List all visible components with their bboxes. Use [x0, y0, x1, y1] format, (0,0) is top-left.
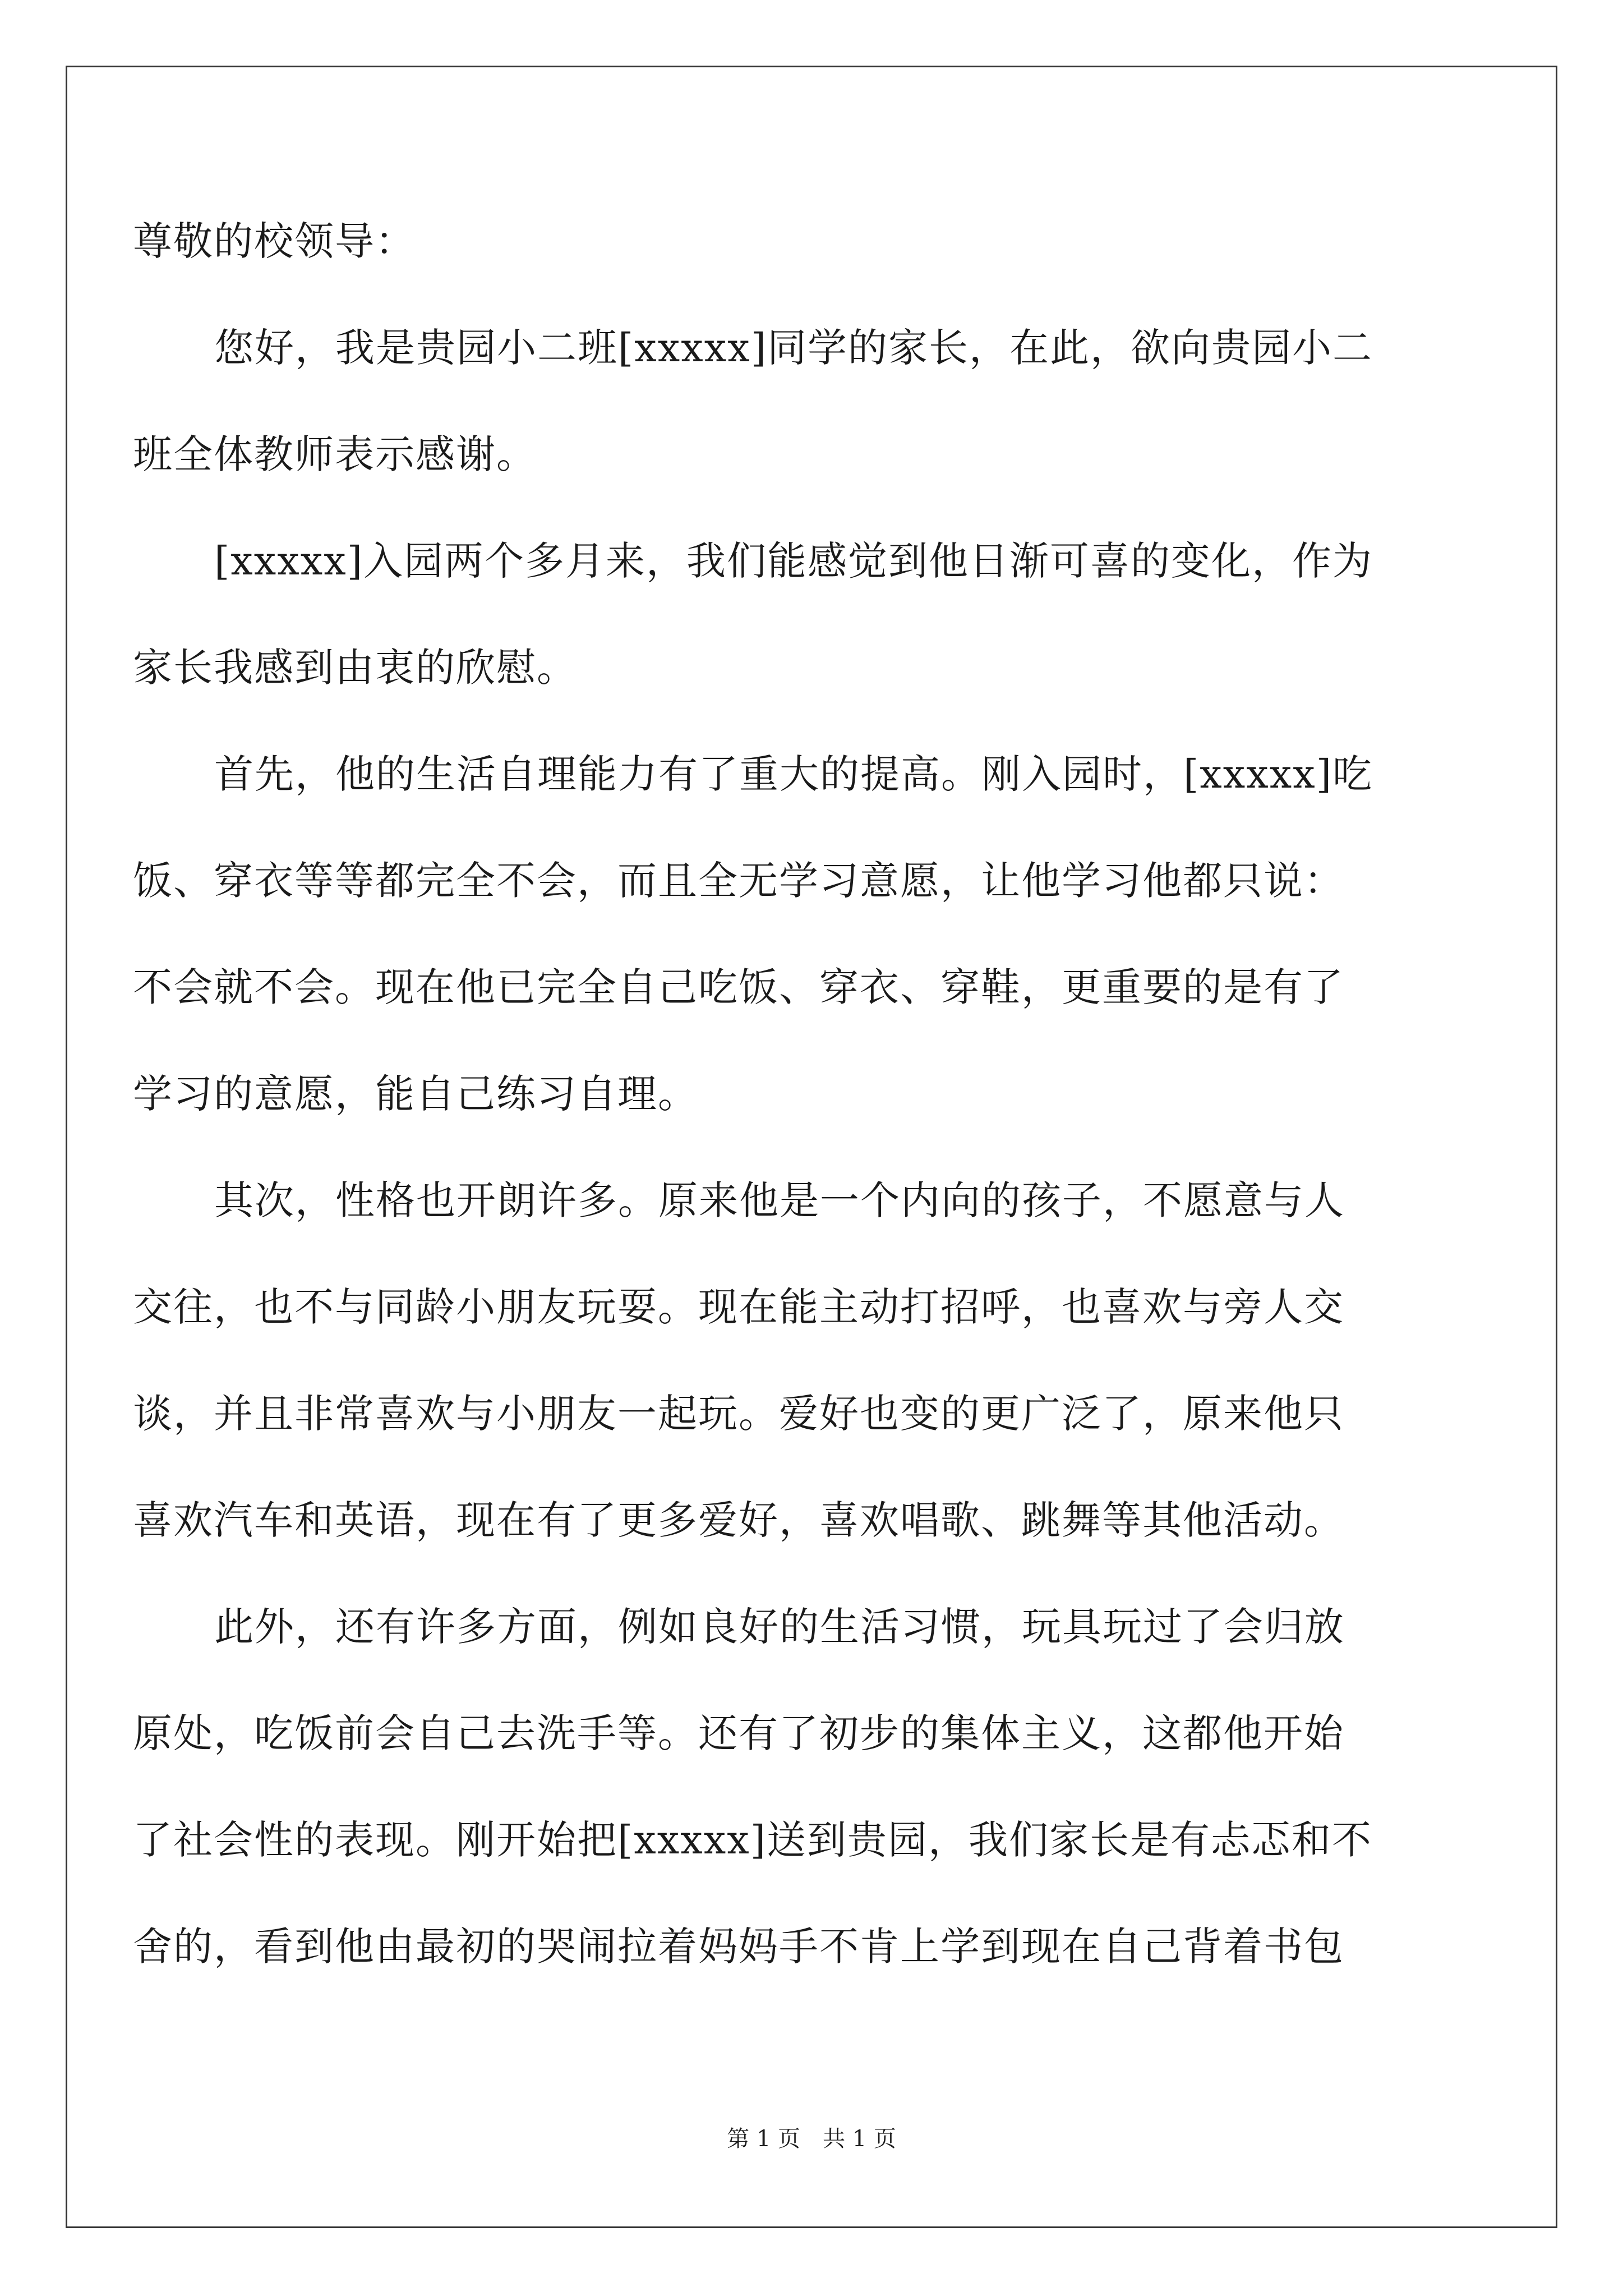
- page-number-footer: 第 1 页 共 1 页: [727, 2126, 896, 2152]
- salutation-line: 尊敬的校领导：: [133, 218, 416, 264]
- text-line: 您好，我是贵园小二班[xxxxx]同学的家长，在此，欲向贵园小二: [214, 325, 1373, 371]
- text-line: 此外，还有许多方面，例如良好的生活习惯，玩具玩过了会归放: [214, 1604, 1345, 1650]
- text-line: 原处，吃饭前会自己去洗手等。还有了初步的集体主义，这都他开始: [133, 1710, 1344, 1756]
- text-line: 饭、穿衣等等都完全不会，而且全无学习意愿，让他学习他都只说：: [133, 858, 1344, 904]
- text-line: [xxxxx]入园两个多月来，我们能感觉到他日渐可喜的变化，作为: [214, 538, 1373, 584]
- text-line: 舍的，看到他由最初的哭闹拉着妈妈手不肯上学到现在自己背着书包: [133, 1924, 1344, 1970]
- letter-body: [133, 216, 1434, 2028]
- text-line: 谈，并且非常喜欢与小朋友一起玩。爱好也变的更广泛了，原来他只: [133, 1391, 1344, 1437]
- text-line: 班全体教师表示感谢。: [133, 431, 537, 477]
- text-line: 家长我感到由衷的欣慰。: [133, 645, 577, 691]
- text-line: 不会就不会。现在他已完全自己吃饭、穿衣、穿鞋，更重要的是有了: [133, 964, 1344, 1010]
- text-line: 其次，性格也开朗许多。原来他是一个内向的孩子，不愿意与人: [214, 1177, 1345, 1223]
- text-line: 交往，也不与同龄小朋友玩耍。现在能主动打招呼，也喜欢与旁人交: [133, 1284, 1344, 1330]
- text-line: 喜欢汽车和英语，现在有了更多爱好，喜欢唱歌、跳舞等其他活动。: [133, 1497, 1344, 1543]
- text-line: 首先，他的生活自理能力有了重大的提高。刚入园时，[xxxxx]吃: [214, 751, 1373, 797]
- text-line: 学习的意愿，能自己练习自理。: [133, 1071, 698, 1117]
- text-line: 了社会性的表现。刚开始把[xxxxx]送到贵园，我们家长是有忐忑和不: [133, 1817, 1373, 1863]
